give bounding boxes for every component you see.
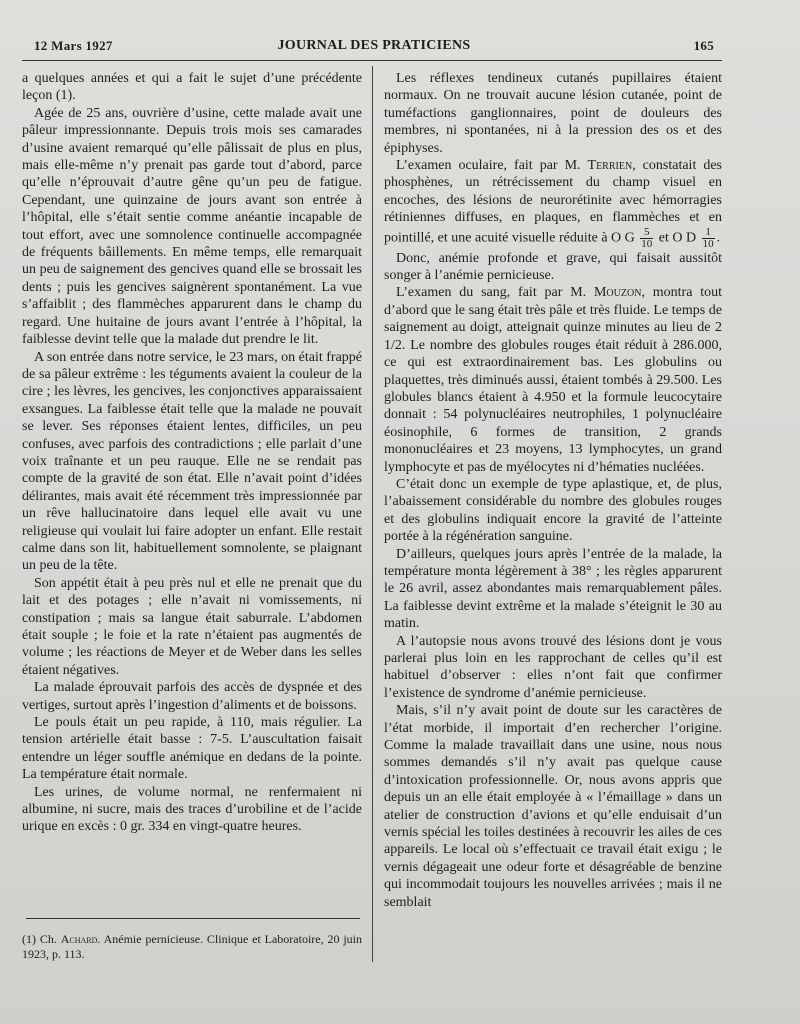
paragraph: Les réflexes tendineux cutanés pupillaires étaient normaux. On ne trouvait aucune lésion cutanée, point de tuméfactions ganglionnaires, point de douleurs des membres, ni spontanées, ni à la pression des os et des épiphyses. [384, 71, 722, 156]
fraction-og: $\frac{5}{10}$ [641, 225, 653, 250]
paragraph-blood-exam: L’examen du sang, fait par M. Mouzon, montra tout d’abord que le sang était très pâle et très fluide. Le temps de saignement au doigt, atteignait quinze minutes au lieu de 2 1/2. Le nombre des globules rouges était réduit à 286.000, ce qui est extraordinairement bas. Les globulins ou plaquettes, très diminués aussi, étaient tombés à 29.500. Les globules blancs étaient à 4.950 et la formule leucocytaire donnait : 54 polynucléaires neutrophiles, 1 polynucléaire éosinophile, 6 formes de transition, 2 grands mononucléaires et 23 moyens, 13 lymphocytes, un grand lymphocyte et pas de myélocytes ni d’hématies nucléées. [384, 285, 722, 475]
running-header [34, 38, 714, 56]
paragraph: La malade éprouvait parfois des accès de dyspnée et des vertiges, surtout après l’ingestion d’aliments et de boissons. [22, 680, 362, 713]
footnote-text: . Anémie pernicieuse. Clinique et Laboratoire, 20 juin 1923, p. 113. [22, 932, 362, 961]
footnote-author: Achard [60, 932, 98, 946]
paragraph: Le pouls était un peu rapide, à 110, mais régulier. La tension artérielle était basse : 7-5. L’auscultation faisait entendre un léger souffle anémique en dedans de la pointe. La température était normale. [22, 715, 362, 783]
footnote-marker: (1) Ch. [22, 932, 57, 946]
person-name: Mouzon [593, 285, 642, 301]
paragraph: Mais, s’il n’y avait point de doute sur les caractères de l’état morbide, il importait d’en rechercher l’origine. Comme la malade travaillait dans une usine, nous nous sommes demandés s’il n’y avait pas quelque cause d’intoxication professionnelle. Or, nous avons appris que depuis un an elle était employée à « l’émaillage » dans un atelier de construction d’avions et qu’elle enduisait d’un vernis spécial les toiles destinées à recouvrir les ailes de ces appareils. Le local où s’effectuait ce travail était exigu ; le vernis dégageait une odeur forte et désagréable de benzine qui incommodait toujours les nouvelles arrivées ; mais il ne semblait [384, 703, 722, 910]
paragraph: A son entrée dans notre service, le 23 mars, on était frappé de sa pâleur extrême : les téguments avaient la couleur de la cire ; les lèvres, les gencives, les conjonctives apparaissaient exsangues. La faiblesse était telle que la malade ne pouvait se lever. Ses réponses étaient lentes, difficiles, un peu confuses, avec parfois des contradictions ; elle parlait d’une voix traînante et un peu rauque. Elle ne se rendait pas compte de la gravité de son état. Elle n’avait point d’idées délirantes, mais avait été récemment très impressionnée par un rêve hallucinatoire dans lequel elle avait vu une religieuse qui voulait lui faire adopter un enfant. Elle restait calme dans son lit, habituellement somnolente, se plaignant un peu de la tête. [22, 349, 362, 574]
right-column [384, 70, 722, 911]
paragraph: Agée de 25 ans, ouvrière d’usine, cette malade avait une pâleur impressionnante. Depuis trois mois ses camarades d’usine avaient remarqué qu’elle pâlissait de plus en plus, mais elle-même n’y prenait pas garde tout d’abord, parce qu’elle n’éprouvait d’autre gêne qu’un peu de fatigue. Cependant, une quinzaine de jours avant son entrée à l’hôpital, elle s’était sentie comme anéantie incapable de tout effort, avec une somnolence continuelle accompagnée de fréquents bâillements. En même temps, elle remarquait un peu de saignement des gencives quand elle se brossait les dents ; puis les gencives saignèrent spontanément. La vue s’affaiblit ; des flammèches apparurent dans le champ du regard. Une huitaine de jours avant l’entrée à l’hôpital, la faiblesse devint telle que la malade dut prendre le lit. [22, 105, 362, 348]
paragraph: D’ailleurs, quelques jours après l’entrée de la malade, la température monta légèrement à 38° ; les règles apparurent le 26 avril, assez abondantes mais remarquablement pâles. La faiblesse devint extrême et la malade s’éteignit le 30 au matin. [384, 546, 722, 632]
paragraph: Les urines, de volume normal, ne renfermaient ni albumine, ni sucre, mais des traces d’urobiline et de l’acide urique en excès : 0 gr. 334 en vingt-quatre heures. [22, 784, 362, 835]
paragraph-eye-exam: L’examen oculaire, fait par M. Terrien, constatait des phosphènes, un rétrécissement du champ visuel en encoches, des lésions de neurorétinite avec hémorragies rétiniennes diffuses, en plaques, en flammèches et en pointillé, et une acuité visuelle réduite à O G $\frac{5}{10}$ et O D $\frac{1}{10}$ . [384, 158, 722, 250]
person-name: Terrien [587, 158, 633, 174]
journal-title: JOURNAL DES PRATICIENS [277, 38, 471, 53]
page-number: 165 [693, 38, 714, 53]
header-rule [22, 60, 722, 61]
header-date: 12 Mars 1927 [34, 38, 113, 53]
paragraph: A l’autopsie nous avons trouvé des lésions dont je vous parlerai plus loin en les rapprochant de celles qu’il est habituel d’observer : elles n’ont fait que confirmer l’existence de syndrome d’anémie pernicieuse. [384, 633, 722, 701]
paragraph: Son appétit était à peu près nul et elle ne prenait que du lait et des potages ; elle n’avait ni vomissements, ni constipation ; mais sa langue était saburrale. L’abdomen était souple ; le foie et la rate n’étaient pas augmentés de volume ; les réactions de Meyer et de Weber dans les selles étaient négatives. [22, 575, 362, 678]
fraction-od: $\frac{1}{10}$ [702, 225, 714, 250]
paragraph: Donc, anémie profonde et grave, qui faisait aussitôt songer à l’anémie pernicieuse. [384, 250, 722, 284]
column-divider [372, 66, 373, 962]
paragraph: a quelques années et qui a fait le sujet d’une précédente leçon (1). [22, 71, 362, 104]
paragraph: C’était donc un exemple de type aplastique, et, de plus, l’abaissement considérable du nombre des globules rouges et des globulins indiquait encore la gravité de l’atteinte portée à la régénération sanguine. [384, 476, 722, 545]
footnote [22, 932, 362, 962]
left-column [22, 70, 362, 836]
footnote-rule [26, 918, 360, 919]
